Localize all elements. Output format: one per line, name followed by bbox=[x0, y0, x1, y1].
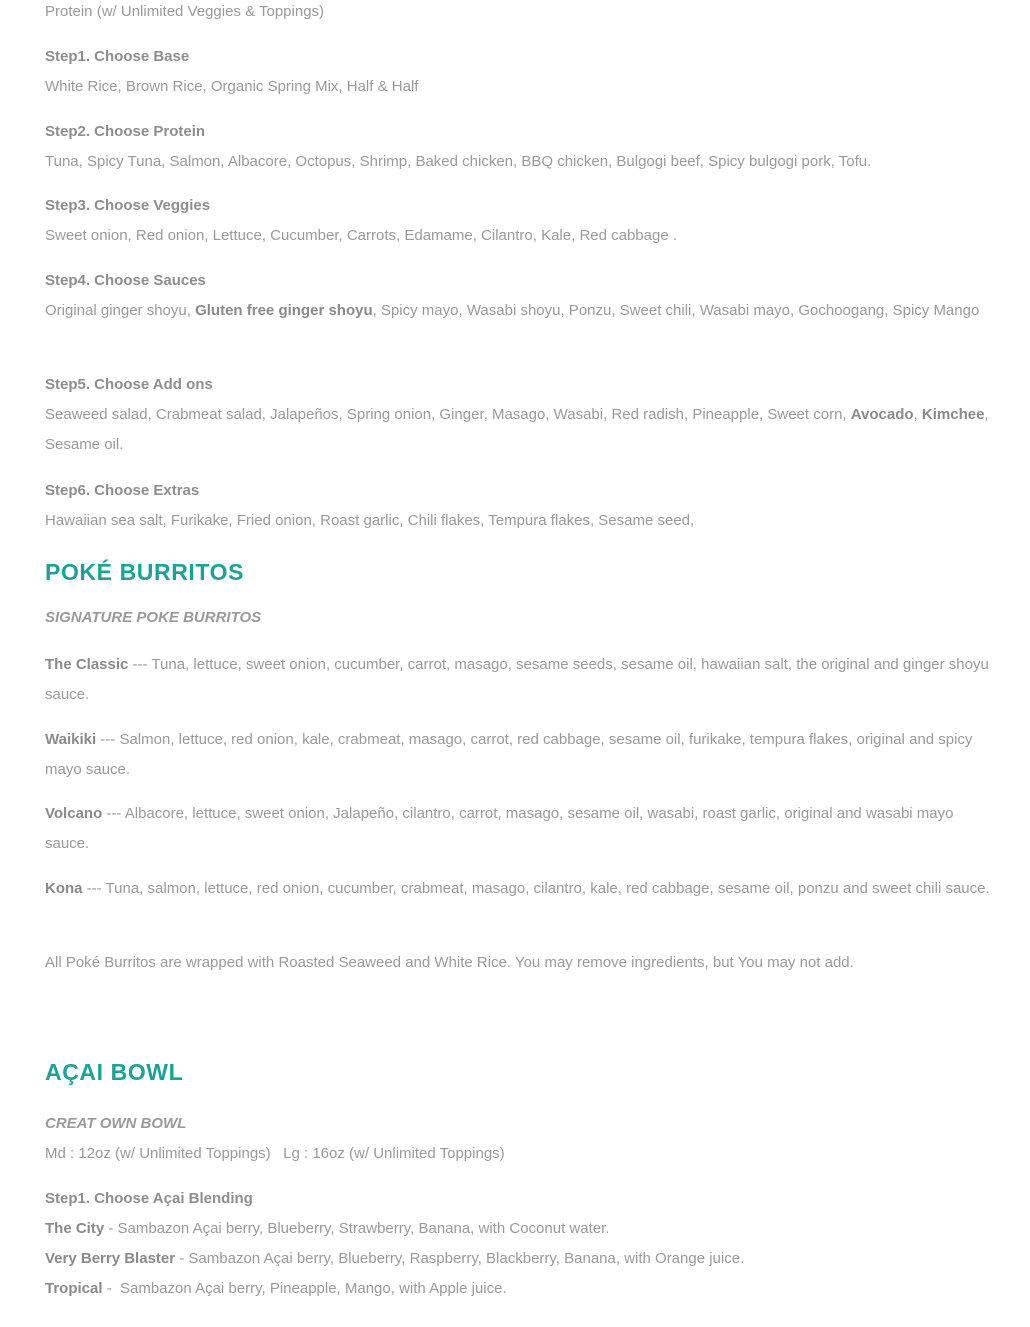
create-own-bowl-subheading: CREAT OWN BOWL bbox=[45, 1115, 187, 1132]
step5-bold-kimchee: Kimchee bbox=[921, 406, 985, 423]
step5-text-a: Seaweed salad, Crabmeat salad, Jalapeños, Spring onion, Ginger, Masago, Wasabi, Red radish, Pineapple, Sweet corn, bbox=[45, 406, 851, 423]
step4-text-b: , Spicy mayo, Wasabi shoyu, Ponzu, Sweet chili, Wasabi mayo, Gochoogang, Spicy Mango bbox=[372, 302, 980, 319]
step2-options: Tuna, Spicy Tuna, Salmon, Albacore, Octopus, Shrimp, Baked chicken, BBQ chicken, Bulgogi beef, Spicy bulgogi pork, Tofu. bbox=[45, 153, 872, 170]
step4-options bbox=[45, 296, 1000, 326]
acai-blend-tropical bbox=[45, 1274, 1000, 1304]
step1-title: Step1. Choose Base bbox=[45, 48, 190, 65]
step4-title: Step4. Choose Sauces bbox=[45, 272, 206, 289]
burrito-item-volcano bbox=[45, 799, 1000, 859]
step3-options: Sweet onion, Red onion, Lettuce, Cucumber, Carrots, Edamame, Cilantro, Kale, Red cabbage . bbox=[45, 227, 678, 244]
blend-desc: - Sambazon Açai berry, Blueberry, Raspberry, Blackberry, Banana, with Orange juice. bbox=[175, 1250, 745, 1267]
burrito-name: Volcano bbox=[45, 805, 103, 822]
blend-name: Very Berry Blaster bbox=[45, 1250, 176, 1267]
step5-text-c: , Sesame oil. bbox=[45, 406, 989, 453]
burrito-desc: --- Tuna, lettuce, sweet onion, cucumber, carrot, masago, sesame seeds, sesame oil, hawaiian salt, the original and ginger shoyu sauce. bbox=[45, 656, 989, 703]
step5-bold-avocado: Avocado bbox=[850, 406, 914, 423]
burrito-name: Waikiki bbox=[45, 731, 97, 748]
burrito-item-waikiki bbox=[45, 725, 1000, 785]
burrito-name: The Classic bbox=[45, 656, 129, 673]
acai-step1-title: Step1. Choose Açai Blending bbox=[45, 1190, 253, 1207]
step4-bold-gluten-free: Gluten free ginger shoyu bbox=[195, 302, 373, 319]
step3-title: Step3. Choose Veggies bbox=[45, 197, 211, 214]
poke-burritos-heading: POKÉ BURRITOS bbox=[45, 559, 245, 585]
signature-burritos-subheading: SIGNATURE POKE BURRITOS bbox=[45, 609, 262, 626]
step2-title: Step2. Choose Protein bbox=[45, 123, 206, 140]
burritos-note: All Poké Burritos are wrapped with Roasted Seaweed and White Rice. You may remove ingredients, but You may not add. bbox=[45, 954, 854, 971]
burrito-item-classic bbox=[45, 650, 1000, 710]
burrito-desc: --- Salmon, lettuce, red onion, kale, crabmeat, masago, carrot, red cabbage, sesame oil, furikake, tempura flakes, original and spicy mayo sauce. bbox=[45, 731, 973, 778]
step5-title: Step5. Choose Add ons bbox=[45, 376, 213, 393]
blend-name: Tropical bbox=[45, 1280, 103, 1297]
acai-blend-very-berry-blaster bbox=[45, 1244, 1000, 1274]
step6-options: Hawaiian sea salt, Furikake, Fried onion, Roast garlic, Chili flakes, Tempura flakes, Sesame seed, bbox=[45, 512, 695, 529]
step5-text-b: , bbox=[913, 406, 922, 423]
blend-desc: - Sambazon Açai berry, Blueberry, Strawberry, Banana, with Coconut water. bbox=[104, 1220, 610, 1237]
acai-sizes: Md : 12oz (w/ Unlimited Toppings) Lg : 16oz (w/ Unlimited Toppings) bbox=[45, 1145, 505, 1162]
blend-desc: - Sambazon Açai berry, Pineapple, Mango, with Apple juice. bbox=[102, 1280, 507, 1297]
burrito-desc: --- Albacore, lettuce, sweet onion, Jalapeño, cilantro, carrot, masago, sesame oil, wasabi, roast garlic, original and wasabi mayo sauce. bbox=[45, 805, 954, 852]
step5-options bbox=[45, 400, 1000, 460]
acai-blend-the-city bbox=[45, 1214, 1000, 1244]
burrito-name: Kona bbox=[45, 880, 83, 897]
poke-bowl-intro: Protein (w/ Unlimited Veggies & Toppings) bbox=[45, 3, 325, 20]
step4-text-a: Original ginger shoyu, bbox=[45, 302, 196, 319]
step6-title: Step6. Choose Extras bbox=[45, 482, 200, 499]
burrito-desc: --- Tuna, salmon, lettuce, red onion, cucumber, crabmeat, masago, cilantro, kale, red cabbage, sesame oil, ponzu and sweet chili sauce. bbox=[82, 880, 990, 897]
burrito-item-kona bbox=[45, 874, 1000, 904]
step1-options: White Rice, Brown Rice, Organic Spring Mix, Half & Half bbox=[45, 78, 419, 95]
acai-bowl-heading: AÇAI BOWL bbox=[45, 1059, 184, 1085]
blend-name: The City bbox=[45, 1220, 105, 1237]
